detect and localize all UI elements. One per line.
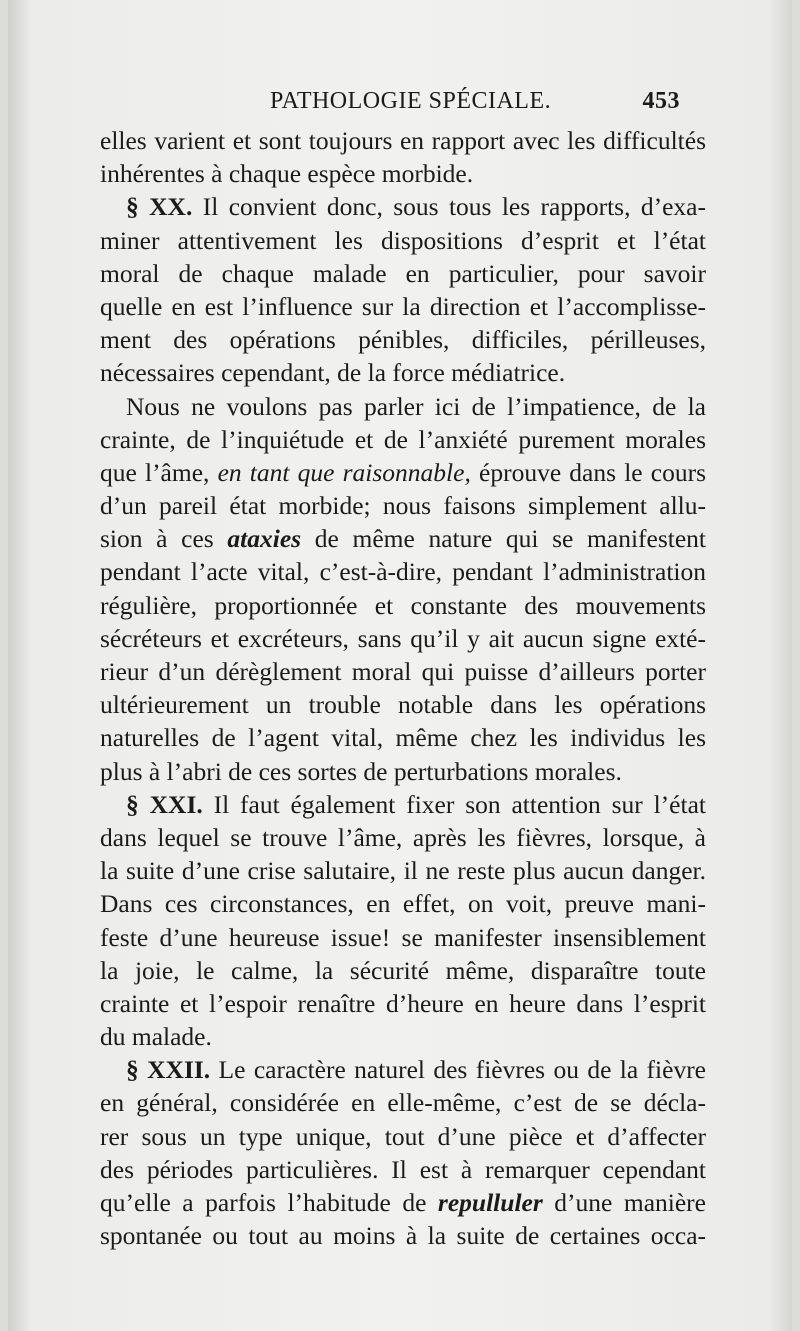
body-text	[100, 124, 706, 1252]
text-line: des périodes particulières. Il est à remarquer cependant	[100, 1154, 706, 1184]
section-marker: § XXII.	[126, 1055, 211, 1085]
text-line: quelle en est l’influence sur la direction et l’accomplisse-	[100, 291, 706, 321]
italic-term: repulluler	[437, 1188, 543, 1217]
text-line: elles varient et sont toujours en rapport avec les difficultés	[100, 126, 706, 155]
book-page	[8, 0, 792, 1331]
section-heading-line: § XXII. Le caractère naturel des fièvres ou de la fièvre	[126, 1055, 706, 1085]
text-line: la suite d’une crise salutaire, il ne reste plus aucun danger.	[100, 856, 706, 886]
section-marker: § XX.	[126, 192, 193, 222]
text-line: sécréteurs et excréteurs, sans qu’il y ait aucun signe exté-	[100, 623, 706, 653]
page-header	[270, 82, 680, 122]
text-line: du malade.	[100, 1022, 212, 1052]
text-line: moral de chaque malade en particulier, pour savoir	[100, 258, 706, 288]
italic-term: ataxies	[227, 524, 302, 554]
text-line: que l’âme, en tant que raisonnable, éprouve dans le cours	[100, 457, 707, 487]
text-line: d’un pareil état morbide; nous faisons simplement allu-	[100, 491, 706, 521]
text-line: ment des opérations pénibles, difficiles, périlleuses,	[100, 325, 706, 355]
text-line: crainte, de l’inquiétude et de l’anxiété purement morales	[100, 424, 706, 454]
text-line: pendant l’acte vital, c’est-à-dire, pendant l’administration	[100, 557, 706, 587]
italic-phrase: en tant que raisonnable,	[217, 457, 471, 487]
text-line: qu’elle a parfois l’habitude de repulluler d’une manière	[100, 1188, 706, 1217]
text-line: Dans ces circonstances, en effet, on voit, preuve mani-	[100, 889, 706, 919]
section-marker: § XXI.	[126, 789, 203, 819]
text-line: spontanée ou tout au moins à la suite de certaines occa-	[100, 1221, 706, 1251]
text-line: en général, considérée en elle-même, c’est de se décla-	[100, 1088, 706, 1118]
text-line: nécessaires cependant, de la force médiatrice.	[100, 358, 566, 388]
page-number: 453	[642, 88, 680, 114]
running-title: PATHOLOGIE SPÉCIALE.	[270, 88, 552, 114]
text-line: feste d’une heureuse issue! se manifester insensiblement	[100, 922, 706, 952]
text-line: la joie, le calme, la sécurité même, disparaître toute	[100, 955, 706, 985]
text-line: sion à ces ataxies de même nature qui se manifestent	[100, 524, 707, 554]
text-line: Nous ne voulons pas parler ici de l’impatience, de la	[126, 391, 706, 421]
text-line: rieur d’un dérèglement moral qui puisse d’ailleurs porter	[100, 657, 706, 686]
text-line: naturelles de l’agent vital, même chez les individus les	[100, 723, 706, 753]
text-line: crainte et l’espoir renaître d’heure en heure dans l’esprit	[100, 988, 706, 1018]
section-heading-line: § XX. Il convient donc, sous tous les rapports, d’exa-	[126, 192, 706, 222]
text-line: miner attentivement les dispositions d’esprit et l’état	[100, 225, 706, 255]
text-line: plus à l’abri de ces sortes de perturbations morales.	[100, 756, 622, 786]
text-line: ultérieurement un trouble notable dans les opérations	[100, 690, 706, 720]
section-heading-line: § XXI. Il faut également fixer son attention sur l’état	[126, 789, 706, 819]
text-line: dans lequel se trouve l’âme, après les fièvres, lorsque, à	[100, 822, 706, 852]
text-line: rer sous un type unique, tout d’une pièce et d’affecter	[100, 1121, 706, 1151]
text-line: régulière, proportionnée et constante des mouvements	[100, 590, 706, 620]
text-line: inhérentes à chaque espèce morbide.	[100, 159, 474, 189]
